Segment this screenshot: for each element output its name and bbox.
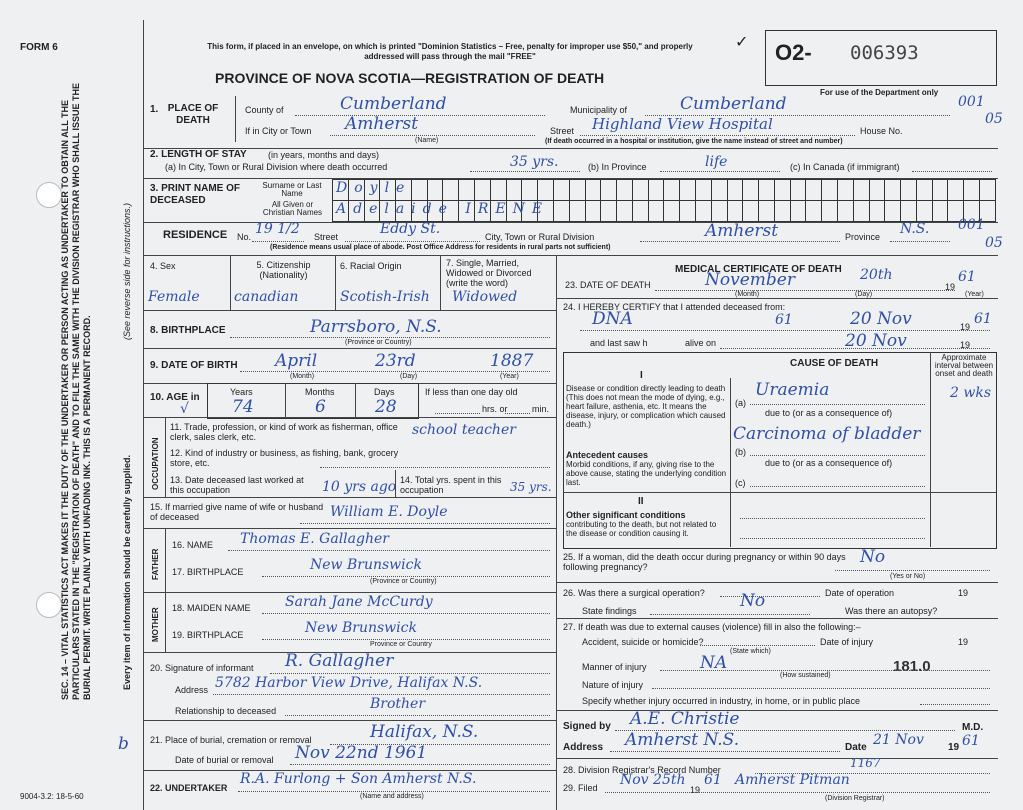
father-bp-label: 17. BIRTHPLACE [172, 567, 244, 577]
cause-interval-div [930, 352, 931, 547]
last-worked-value: 10 yrs ago [322, 479, 397, 495]
father-side [165, 528, 166, 592]
last-saw-label: and last saw h [590, 338, 648, 348]
burial-date-value: Nov 22nd 1961 [295, 743, 428, 763]
marital-label: 7. Single, Married, Widowed or Divorced (write the word) [446, 258, 532, 288]
burial-place-value: Halifax, N.S. [370, 722, 479, 742]
disease-label: Disease or condition directly leading to death (This does not mean the mode of dying, e.g., heart failure, asthenia, etc. It means the disease, injury, or complication which caused death.) [566, 384, 726, 429]
residence-no-label: No. [237, 232, 252, 242]
rule-after-spouse [143, 528, 556, 529]
trade-label: 11. Trade, profession, or kind of work as fisherman, office clerk, sales clerk, etc. [170, 422, 398, 442]
mother-bp-label: 19. BIRTHPLACE [172, 630, 244, 640]
city-label: If in City or Town [245, 126, 312, 136]
state-findings-label: State findings [582, 606, 637, 616]
md-label: M.D. [962, 722, 984, 733]
autopsy-label: Was there an autopsy? [845, 606, 938, 616]
antecedent-label: Antecedent causes [566, 450, 649, 460]
department-code-3: 001 [958, 217, 985, 233]
dod-year-prefix: 19 [945, 282, 956, 292]
residence-street-line [345, 241, 480, 242]
date-year: 61 [962, 733, 980, 749]
footer-code: 9004-3.2: 18-5-60 [20, 792, 84, 801]
registrar-signature: Amherst Pitman [735, 772, 850, 788]
preg-label: 25. If a woman, did the death occur during pregnancy or within 90 days following pregnancy? [563, 552, 846, 572]
days-label: Days [374, 387, 395, 397]
birthplace-hint: (Province or Country) [345, 339, 412, 346]
county-label: County of [245, 105, 284, 115]
undertaker-line [238, 791, 550, 792]
residence-city-label: City, Town or Rural Division [485, 232, 595, 242]
father-bp-value: New Brunswick [310, 557, 422, 573]
other-hint: contributing to the death, but not related to the disease or condition causing it. [566, 520, 717, 538]
birthplace-line [230, 337, 550, 338]
burial-date-label: Date of burial or removal [175, 755, 274, 765]
due-to-1: due to (or as a consequence of) [765, 408, 893, 418]
cause-a-value: Uraemia [755, 380, 830, 400]
rule-after-external [556, 710, 998, 711]
nature-line [652, 688, 990, 689]
accident-line [700, 645, 815, 646]
dob-day-hint: (Day) [400, 373, 418, 380]
father-name-label: 16. NAME [172, 540, 214, 550]
frame-left [143, 20, 144, 810]
dod-month-hint: (Month) [735, 291, 760, 298]
age-label: 10. AGE in [150, 392, 200, 403]
certify-label: 24. I HEREBY CERTIFY that I attended deceased from: [563, 302, 786, 312]
rule-after-informant [143, 720, 556, 721]
department-use-label: For use of the Department only [820, 88, 939, 97]
place-label: PLACE OF DEATH [167, 103, 219, 126]
hrs-line [435, 413, 480, 414]
mother-name-line [262, 613, 550, 614]
certify-line [580, 330, 990, 331]
interval-label: Approximate interval between onset and death [934, 353, 994, 378]
rule-after-signed [556, 758, 998, 759]
stay-label: 2. LENGTH OF STAY [150, 149, 247, 160]
dod-line [655, 290, 955, 291]
cause-divider [563, 492, 996, 493]
findings-line [650, 614, 810, 615]
mother-name-label: 18. MAIDEN NAME [172, 603, 251, 613]
signed-value: A.E. Christie [630, 709, 740, 729]
binder-hole-top [36, 182, 62, 208]
binder-hole-bottom [36, 592, 62, 618]
mother-side [165, 592, 166, 652]
date-value: 21 Nov [873, 732, 924, 748]
cause-c-label: (c) [735, 478, 746, 488]
manner-label: Manner of injury [582, 662, 647, 672]
filed-line [605, 792, 990, 793]
address-label: Address [563, 742, 604, 753]
cause-title: CAUSE OF DEATH [790, 358, 879, 369]
residence-street-value: Eddy St. [380, 221, 441, 237]
months-label: Months [305, 387, 335, 397]
undertaker-hint: (Name and address) [360, 793, 424, 800]
department-code-4: 05 [985, 235, 1003, 251]
rule-after-preg [556, 582, 998, 583]
side-code-mark: b [118, 734, 129, 754]
industry-label: 12. Kind of industry or business, as fishing, bank, grocery store, etc. [170, 448, 399, 468]
certify-to-nineteen: 19 [960, 322, 971, 332]
cause-part2: II [638, 496, 644, 507]
county-line [295, 115, 545, 116]
marital-value: Widowed [452, 289, 518, 305]
dod-label: 23. DATE OF DEATH [565, 280, 651, 290]
other-line-2 [740, 538, 925, 539]
cause-left-div [730, 378, 731, 547]
manner-value: NA [700, 653, 728, 673]
mother-name-value: Sarah Jane McCurdy [285, 594, 433, 610]
rule-after-age [143, 417, 556, 418]
date-year-prefix: 19 [948, 742, 960, 753]
informant-addr-line [213, 694, 550, 695]
min-label: min. [532, 404, 550, 414]
rule-after-father [143, 592, 556, 593]
nature-label: Nature of injury [582, 680, 644, 690]
stay-b-label: (b) In Province [588, 162, 647, 172]
rule-after-row4 [143, 310, 556, 311]
surgery-line [720, 596, 820, 597]
rule-after-place [143, 148, 998, 149]
cause-part1: I [640, 370, 643, 381]
div-5-6 [335, 255, 336, 310]
citizenship-label: 5. Citizenship (Nationality) [256, 260, 311, 280]
city-line [330, 135, 535, 136]
dod-year-hint: (Year) [965, 291, 984, 298]
stay-b-value: life [705, 154, 728, 170]
undertaker-value: R.A. Furlong + Son Amherst N.S. [240, 771, 477, 787]
preg-value: No [860, 547, 886, 567]
check-mark: ✓ [735, 34, 749, 51]
city-value: Amherst [345, 114, 419, 134]
municipality-value: Cumberland [680, 94, 787, 114]
rule-after-residence [143, 255, 998, 256]
trade-value: school teacher [412, 422, 516, 438]
spouse-line [300, 523, 550, 524]
column-divider [556, 255, 557, 810]
surname-grid [332, 179, 996, 201]
father-name-line [228, 550, 550, 551]
cause-b-line [750, 455, 925, 456]
mother-bp-value: New Brunswick [305, 620, 417, 636]
spouse-label: 15. If married give name of wife or husband of deceased [150, 502, 324, 522]
stay-b-line [660, 171, 780, 172]
dob-label: 9. DATE OF BIRTH [150, 360, 238, 371]
place-num: 1. [150, 104, 159, 115]
cause-c-line [750, 486, 925, 487]
other-label: Other significant conditions [566, 510, 686, 520]
father-section: FATHER [151, 548, 160, 580]
dob-month: April [275, 351, 318, 371]
address-line [610, 751, 840, 752]
last-saw-line [720, 348, 990, 349]
citizenship-value: canadian [234, 289, 299, 305]
state-which-hint: (State which) [730, 648, 771, 655]
city-name-hint: (Name) [415, 137, 439, 144]
side-statute-text: SEC. 14 – VITAL STATISTICS ACT MAKES IT THE DUTY OF THE UNDERTAKER OR PERSON ACTING AS UNDERTAKER TO OBTAIN ALL THE PARTICULARS STATED IN THE "REGISTRATION OF DEATH" AND TO FILE THE SAME WITH THE DIVISION REGISTRAR WHO SHALL ISSUE THE BURIAL PERMIT. WRITE PLAINLY WITH UNFADING INK. THIS IS A PERMANENT RECORD. [60, 82, 92, 700]
accident-label: Accident, suicide or homicide? [582, 637, 704, 647]
cause-a-interval: 2 wks [950, 385, 992, 401]
name-label: 3. PRINT NAME OF DECEASED [150, 183, 241, 206]
surname-label: Surname or Last Name [262, 181, 322, 198]
informant-sig-label: 20. Signature of informant [150, 663, 254, 673]
occupation-section: OCCUPATION [151, 437, 160, 490]
stay-c-line [912, 171, 992, 172]
informant-rel-line [285, 715, 550, 716]
surgery-value: No [740, 591, 766, 611]
last-saw-nineteen: 19 [960, 340, 971, 350]
div-6-7 [440, 255, 441, 310]
industry-injury-label: Specify whether injury occurred in industry, in home, or in public place [582, 696, 860, 706]
div-4-5 [230, 255, 231, 310]
mail-notice: This form, if placed in an envelope, on which is printed "Dominion Statistics – Free, penalty for improper use $50," and properly addressed will pass through the mail "FREE" [207, 42, 693, 61]
dob-month-hint: (Month) [290, 373, 315, 380]
industry-line [320, 467, 550, 468]
yes-no-hint: (Yes or No) [890, 573, 926, 580]
age-mark: √ [180, 401, 189, 417]
informant-addr-label: Address [175, 685, 209, 695]
residence-label: RESIDENCE [163, 229, 228, 241]
external-label: 27. If death was due to external causes (violence) fill in also the following:– [563, 622, 861, 632]
dod-month: November [705, 270, 795, 290]
record-value: 1167 [850, 756, 881, 770]
side-note-text: Every item of information should be carefully supplied. [122, 454, 132, 690]
sustained-hint: (How sustained) [780, 672, 831, 679]
residence-no-line [252, 241, 304, 242]
stay-c-label: (c) In Canada (if immigrant) [790, 162, 900, 172]
certify-from: DNA [592, 309, 633, 329]
surgery-nineteen: 19 [958, 588, 969, 598]
father-bp-hint: (Province or Country) [370, 578, 437, 585]
sex-label: 4. Sex [150, 261, 176, 271]
sex-value: Female [148, 289, 200, 305]
racial-value: Scotish-Irish [340, 289, 430, 305]
dod-day-hint: (Day) [855, 291, 873, 298]
informant-sig-value: R. Gallagher [285, 651, 394, 671]
informant-rel-value: Brother [370, 696, 426, 712]
cause-a-line [750, 404, 925, 405]
cause-b-label: (b) [735, 447, 746, 457]
injury-nineteen: 19 [958, 637, 969, 647]
total-value: 35 yrs. [510, 480, 552, 494]
cause-b-value: Carcinoma of bladder [733, 424, 921, 444]
informant-sig-line [270, 673, 550, 674]
code-value: 181.0 [893, 658, 931, 675]
form-title: PROVINCE OF NOVA SCOTIA—REGISTRATION OF DEATH [215, 70, 605, 86]
dod-year: 61 [958, 269, 976, 285]
rule-after-birthplace [143, 348, 556, 349]
county-value: Cumberland [340, 94, 447, 114]
surgery-label: 26. Was there a surgical operation? [563, 588, 705, 598]
age-div-2 [355, 383, 356, 417]
days-value: 28 [375, 397, 397, 417]
manner-line [660, 670, 990, 671]
residence-province-label: Province [845, 232, 881, 242]
municipality-label: Municipality of [570, 105, 628, 115]
informant-addr-value: 5782 Harbor View Drive, Halifax N.S. [215, 675, 483, 691]
stay-a-line [470, 171, 580, 172]
side-see-reverse: (See reverse side for instructions.) [122, 202, 132, 340]
mother-bp-line [262, 639, 550, 640]
dob-line [240, 371, 550, 372]
street-label: Street [550, 126, 575, 136]
dod-day: 20th [860, 267, 893, 283]
date-label: Date [845, 742, 867, 753]
given-value: Adelaide IRENE [336, 201, 550, 217]
rule-after-dod [556, 298, 998, 299]
department-code-2: 05 [985, 111, 1003, 127]
burial-place-label: 21. Place of burial, cremation or removal [150, 735, 312, 745]
signed-label: Signed by [563, 721, 611, 732]
dob-year: 1887 [490, 351, 534, 371]
medical-title: MEDICAL CERTIFICATE OF DEATH [675, 264, 842, 275]
dob-day: 23rd [375, 351, 416, 371]
months-value: 6 [315, 397, 326, 417]
certify-to-year: 61 [974, 311, 992, 327]
rule-after-occupation [143, 497, 556, 498]
residence-street-label: Street [314, 232, 339, 242]
surgery-date-label: Date of operation [825, 588, 895, 598]
preg-line [835, 570, 990, 571]
registrar-hint: (Division Registrar) [825, 795, 885, 802]
filed-year: 61 [704, 772, 722, 788]
residence-no-value: 19 1/2 [255, 221, 300, 237]
racial-label: 6. Racial Origin [340, 261, 402, 271]
filed-value: Nov 25th [620, 772, 686, 788]
registration-prefix: O2- [775, 40, 812, 65]
min-line [505, 413, 530, 414]
record-label: 28. Division Registrar's Record Number [563, 765, 721, 775]
mother-bp-hint: Province or Country [370, 641, 432, 648]
residence-city-line [640, 241, 840, 242]
residence-note: (Residence means usual place of abode. Post Office Address for residents in rural parts not sufficient) [270, 244, 611, 251]
stay-hint: (in years, months and days) [268, 150, 380, 160]
address-value: Amherst N.S. [625, 730, 740, 750]
hrs-label: hrs. or [482, 404, 508, 414]
cause-a-label: (a) [735, 398, 746, 408]
rule-after-surgery [556, 618, 998, 619]
occupation-side [165, 417, 166, 497]
burial-date-line [290, 764, 550, 765]
alive-label: alive on [685, 338, 717, 348]
place-divider [235, 96, 236, 142]
surname-value: Doyle [336, 180, 412, 196]
birthplace-value: Parrsboro, N.S. [310, 317, 442, 337]
form-number: FORM 6 [20, 42, 58, 53]
street-line [580, 135, 855, 136]
father-bp-line [262, 576, 550, 577]
occupation-div [395, 470, 396, 497]
birthplace-label: 8. BIRTHPLACE [150, 325, 226, 336]
antecedent-hint: Morbid conditions, if any, giving rise to the above cause, stating the underlying condition last. [566, 460, 727, 487]
house-label: House No. [860, 126, 903, 136]
certify-to: 20 Nov [850, 309, 912, 329]
dob-year-hint: (Year) [500, 373, 519, 380]
other-line-1 [740, 518, 925, 519]
registration-number: 006393 [850, 42, 919, 64]
undertaker-label: 22. UNDERTAKER [150, 783, 228, 793]
filed-label: 29. Filed [563, 783, 598, 793]
last-saw-value: 20 Nov [845, 331, 907, 351]
injury-date-label: Date of injury [820, 637, 874, 647]
total-label: 14. Total yrs. spent in this occupation [400, 475, 502, 495]
filed-year-prefix: 19 [690, 785, 701, 795]
less-label: If less than one day old [425, 387, 518, 397]
industry-injury-line [920, 704, 990, 705]
informant-rel-label: Relationship to deceased [175, 706, 277, 716]
residence-city-value: Amherst [705, 221, 779, 241]
residence-province-value: N.S. [900, 221, 930, 237]
years-label: Years [230, 387, 253, 397]
department-code-1: 001 [958, 94, 985, 110]
age-div-1 [285, 383, 286, 417]
given-label: All Given or Christian Names [262, 200, 323, 217]
last-worked-label: 13. Date deceased last worked at this occupation [170, 475, 304, 495]
due-to-2: due to (or as a consequence of) [765, 458, 893, 468]
street-value: Highland View Hospital [592, 115, 773, 133]
certify-from-mid: 61 [775, 312, 793, 328]
father-name-value: Thomas E. Gallagher [240, 531, 389, 547]
mother-section: MOTHER [151, 607, 160, 642]
hospital-note: (If death occurred in a hospital or institution, give the name instead of street and number) [545, 138, 843, 145]
stay-a-label: (a) In City, Town or Rural Division where death occurred [165, 162, 388, 172]
spouse-value: William E. Doyle [330, 504, 448, 520]
years-value: 74 [232, 397, 254, 417]
residence-province-line [890, 241, 950, 242]
stay-a-value: 35 yrs. [510, 154, 559, 170]
